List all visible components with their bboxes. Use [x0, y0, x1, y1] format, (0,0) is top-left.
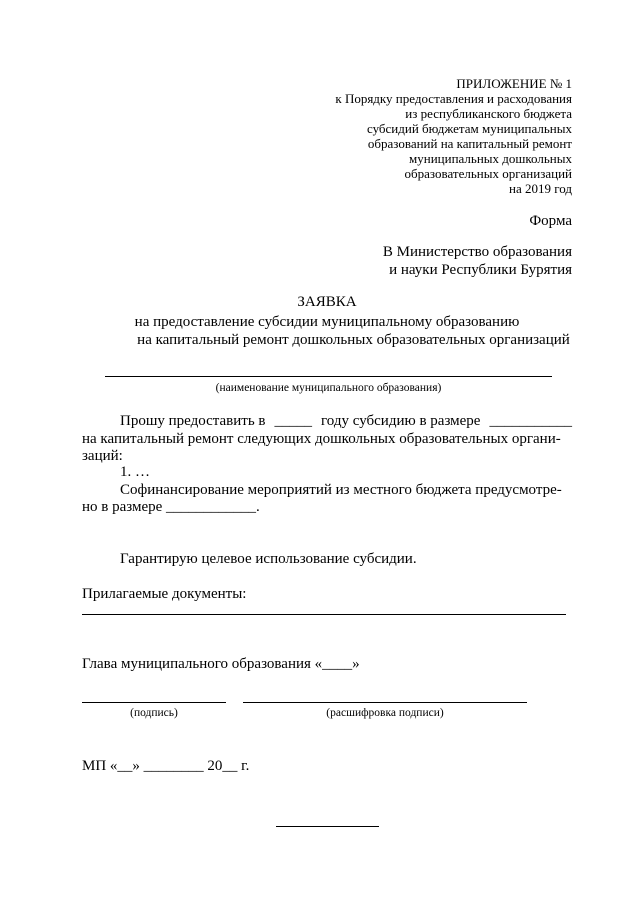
document-subtitle-2: на капитальный ремонт дошкольных образовательных организаций: [137, 332, 570, 348]
list-item-1: 1. …: [120, 464, 150, 480]
request-line-3: заций:: [82, 448, 123, 464]
attachments-label: Прилагаемые документы:: [82, 586, 247, 602]
appendix-line: к Порядку предоставления и расходования: [335, 91, 572, 106]
request-line-2: на капитальный ремонт следующих дошкольных образовательных органи-: [82, 431, 561, 447]
signature-decode-caption: (расшифровка подписи): [326, 707, 444, 719]
year-blank: _____: [274, 413, 313, 429]
appendix-line: образовательных организаций: [404, 166, 572, 181]
stamp-date-line: МП «__» ________ 20__ г.: [82, 758, 250, 774]
appendix-line: субсидий бюджетам муниципальных: [367, 121, 572, 136]
appendix-line: из республиканского бюджета: [405, 106, 572, 121]
bottom-separator: [276, 826, 379, 827]
head-label: Глава муниципального образования «____»: [82, 656, 360, 672]
signature-line: [82, 702, 226, 703]
municipality-caption: (наименование муниципального образования): [215, 382, 442, 394]
appendix-line: образований на капитальный ремонт: [367, 136, 572, 151]
document-title: ЗАЯВКА: [297, 294, 357, 310]
addressee-line-2: и науки Республики Бурятия: [389, 262, 572, 278]
municipality-name-line: [105, 376, 552, 377]
appendix-title: ПРИЛОЖЕНИЕ № 1: [456, 76, 572, 91]
cofinancing-line-1: Софинансирование мероприятий из местного бюджета предусмотре-: [120, 482, 562, 498]
form-label: Форма: [529, 213, 572, 229]
guarantee-text: Гарантирую целевое использование субсидии.: [120, 551, 417, 567]
request-text-start: Прошу предоставить в: [120, 413, 266, 429]
signature-caption: (подпись): [130, 707, 178, 719]
addressee-block: [383, 243, 572, 279]
amount-blank: ___________: [489, 413, 572, 429]
appendix-line: на 2019 год: [509, 181, 572, 196]
document-subtitle-1: на предоставление субсидии муниципальному образованию: [134, 314, 520, 330]
request-text-mid: году субсидию в размере: [321, 413, 481, 429]
request-line-1: [120, 412, 572, 430]
addressee-line-1: В Министерство образования: [382, 244, 572, 260]
cofinancing-line-2: но в размере ____________.: [82, 499, 260, 515]
signature-decode-line: [243, 702, 527, 703]
appendix-block: [335, 76, 572, 196]
attachments-line: [82, 614, 566, 615]
appendix-line: муниципальных дошкольных: [409, 151, 572, 166]
